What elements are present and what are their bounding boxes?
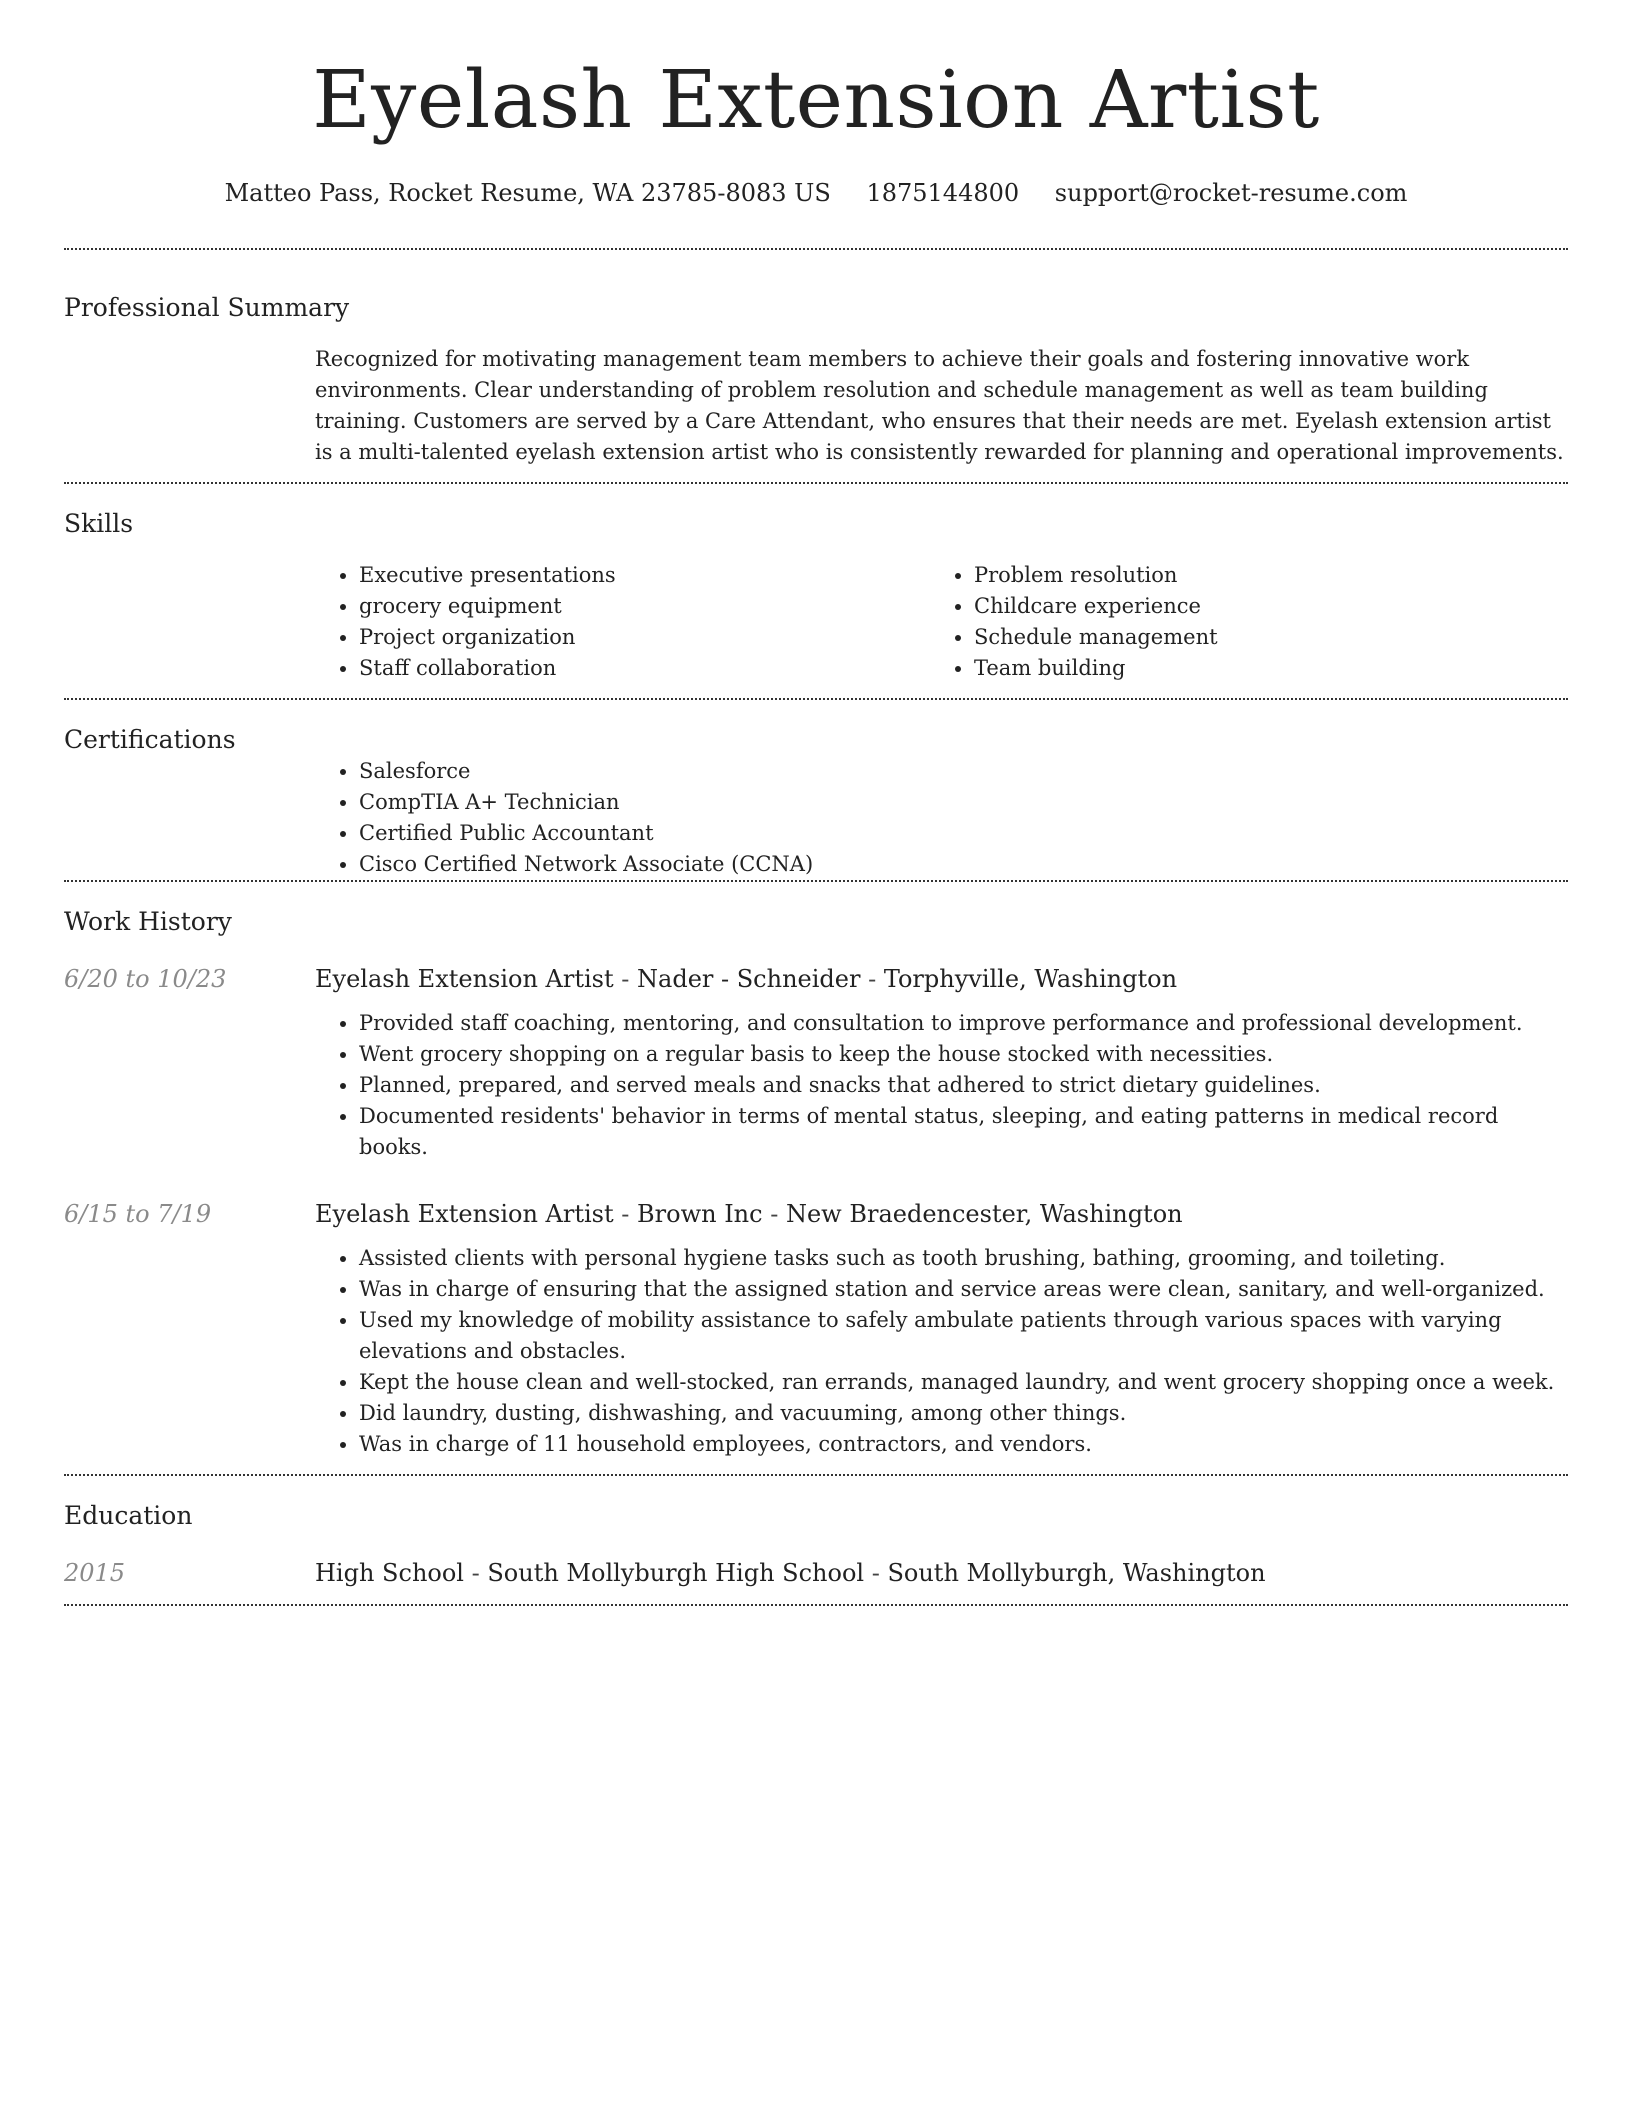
job-bullet: • Did laundry, dusting, dishwashing, and vacuuming, among other things. [359,1398,1568,1429]
certification-item: • Certified Public Accountant [359,818,1568,849]
education-year: 2015 [64,1559,126,1587]
contact-phone: 1875144800 [866,179,1020,207]
job-heading [315,1197,1568,1231]
job-bullets [315,1008,1568,1163]
skills-grid [315,560,1568,684]
job-bullet: • Went grocery shopping on a regular basis to keep the house stocked with necessities. [359,1039,1568,1070]
summary-heading: Professional Summary [64,293,350,322]
job-bullets [315,1243,1568,1460]
skill-item: • Schedule management [974,622,1545,653]
job-location: New Braedencester, Washington [785,1200,1183,1228]
section-divider [64,1604,1568,1606]
skills-list-left [315,560,930,684]
job-bullet: • Provided staff coaching, mentoring, and consultation to improve performance and professional development. [359,1008,1568,1039]
skills-heading: Skills [64,509,134,538]
skill-item: • Executive presentations [359,560,930,591]
job-separator: - [860,965,884,993]
job-dates: 6/15 to 7/19 [64,1200,212,1228]
job-bullet: • Used my knowledge of mobility assistance to safely ambulate patients through various spaces with varying elevations and obstacles. [359,1305,1568,1367]
certifications-section [64,700,1568,880]
skill-item: • Staff collaboration [359,653,930,684]
resume-header [64,0,1568,208]
job-separator: - [613,1200,638,1228]
job-entry [64,1197,1568,1460]
education-separator: - [864,1559,888,1587]
education-school: South Mollyburgh High School [487,1559,865,1587]
certification-item: • CompTIA A+ Technician [359,787,1568,818]
education-entry [64,1556,1568,1590]
job-bullet: • Assisted clients with personal hygiene tasks such as tooth brushing, bathing, grooming, and toileting. [359,1243,1568,1274]
work-history-section [64,882,1568,1474]
job-separator: - [613,965,638,993]
education-degree: High School [315,1559,464,1587]
education-heading-line [315,1556,1568,1590]
skill-item: • Problem resolution [974,560,1545,591]
skills-list-right [930,560,1545,684]
page-title: Eyelash Extension Artist [312,53,1320,146]
education-separator: - [463,1559,488,1587]
job-bullet: • Kept the house clean and well-stocked, ran errands, managed laundry, and went grocery shopping once a week. [359,1367,1568,1398]
summary-section [64,250,1568,468]
job-title: Eyelash Extension Artist [315,965,614,993]
job-separator: - [762,1200,786,1228]
certifications-list [315,756,1568,880]
job-entry [64,962,1568,1163]
skill-item: • Childcare experience [974,591,1545,622]
job-bullet: • Was in charge of ensuring that the assigned station and service areas were clean, sanitary, and well-organized. [359,1274,1568,1305]
job-bullet: • Planned, prepared, and served meals and snacks that adhered to strict dietary guidelines. [359,1070,1568,1101]
contact-address: Matteo Pass, Rocket Resume, WA 23785-8083 US [224,179,831,207]
job-location: Torphyville, Washington [883,965,1178,993]
education-location: South Mollyburgh, Washington [887,1559,1266,1587]
work-history-heading: Work History [64,907,232,936]
job-title: Eyelash Extension Artist [315,1200,614,1228]
job-dates: 6/20 to 10/23 [64,965,227,993]
contact-line [64,178,1568,208]
job-company: Brown Inc [637,1200,763,1228]
skill-item: • Project organization [359,622,930,653]
skill-item: • Team building [974,653,1545,684]
certification-item: • Cisco Certified Network Associate (CCNA) [359,849,1568,880]
skill-item: • grocery equipment [359,591,930,622]
summary-text: Recognized for motivating management team members to achieve their goals and fostering innovative work environments. Clear understanding of problem resolution and schedule management as well as team building training. Customers are served by a Care Attendant, who ensures that their needs are met. Eyelash extension artist is a multi-talented eyelash extension artist who is consistently rewarded for planning and operational improvements. [315,347,1564,464]
education-section [64,1476,1568,1604]
contact-email: support@rocket-resume.com [1054,179,1408,207]
skills-section [64,484,1568,684]
certification-item: • Salesforce [359,756,1568,787]
job-bullet: • Documented residents' behavior in terms of mental status, sleeping, and eating patterns in medical record books. [359,1101,1568,1163]
certifications-heading: Certifications [64,725,236,754]
job-company: Nader - Schneider [637,965,861,993]
job-heading [315,962,1568,996]
job-bullet: • Was in charge of 11 household employees, contractors, and vendors. [359,1429,1568,1460]
education-heading: Education [64,1501,193,1530]
